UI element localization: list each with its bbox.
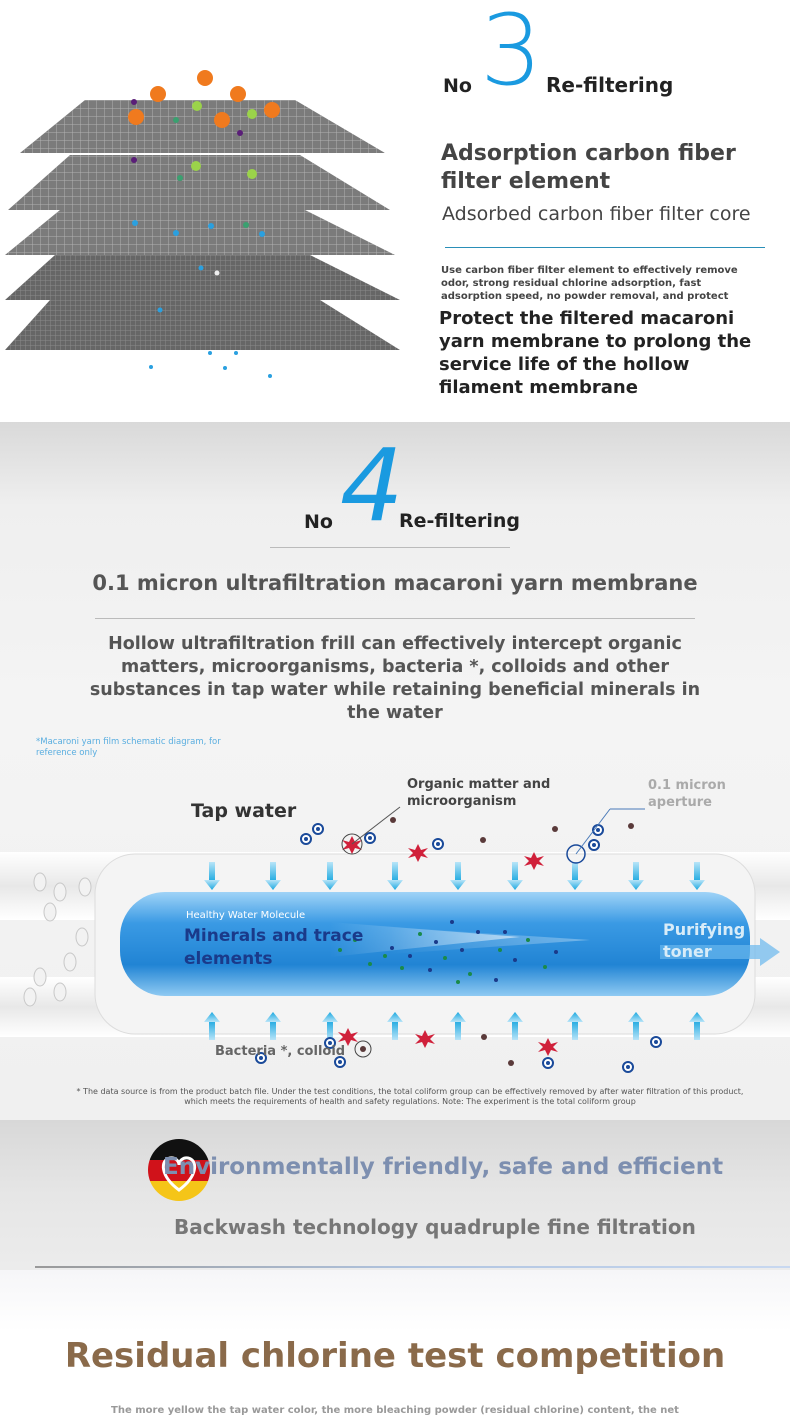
carbon-title: Adsorption carbon fiber filter element [441, 141, 736, 194]
step-refilter-label: Re-filtering [546, 73, 674, 97]
step-no-label: No [304, 511, 333, 533]
section-carbon-filter [0, 0, 790, 422]
section-chlorine-test [0, 1270, 790, 1425]
chlorine-title: Residual chlorine test competition [64, 1336, 726, 1376]
healthy-water-label: Healthy Water Molecule [186, 910, 306, 921]
carbon-description: Use carbon fiber filter element to effectively remove odor, strong residual chlorine adsorption, fast adsorption speed, no powder removal, and protect [441, 265, 738, 302]
step-no-label: No [443, 75, 472, 97]
divider [95, 618, 695, 619]
carbon-highlight: Protect the filtered macaroni yarn membrane to prolong the service life of the hollow filament membrane [439, 308, 752, 398]
chlorine-description: The more yellow the tap water color, the more bleaching powder (residual chlorine) content, the net [111, 1405, 679, 1416]
purifying-toner-label: Purifying toner [663, 920, 746, 961]
section-ultrafiltration [0, 422, 790, 1120]
divider [445, 247, 765, 248]
carbon-filter-layers-illustration [0, 60, 410, 390]
divider [35, 1266, 790, 1268]
carbon-subtitle: Adsorbed carbon fiber filter core [442, 203, 751, 225]
section-eco-banner [0, 1120, 790, 1270]
eco-subheadline: Backwash technology quadruple fine filtration [174, 1215, 696, 1239]
eco-headline: Environmentally friendly, safe and efficient [163, 1154, 724, 1180]
membrane-title: 0.1 micron ultrafiltration macaroni yarn membrane [92, 571, 698, 595]
minerals-label: Minerals and trace elements [184, 926, 364, 969]
membrane-description: Hollow ultrafiltration frill can effectively intercept organic matters, microorganisms, bacteria *, colloids and other substances in tap water while retaining beneficial minerals in the water [89, 634, 701, 723]
bacteria-label: Bacteria *, colloid [215, 1044, 346, 1059]
data-source-footnote: * The data source is from the product batch file. Under the test conditions, the total coliform group can be effectively removed by after water filtration of this product, which meets the requirements of health and safety regulations. Note: The experiment is the total coliform group [76, 1087, 744, 1106]
organic-matter-label: Organic matter and microorganism [407, 777, 551, 809]
step-number: 3 [480, 0, 543, 108]
step-refilter-label: Re-filtering [399, 510, 520, 532]
divider [270, 547, 510, 548]
step-number: 4 [340, 427, 404, 544]
micron-aperture-label: 0.1 micron aperture [648, 778, 726, 810]
tap-water-label: Tap water [191, 800, 297, 822]
schematic-note: *Macaroni yarn film schematic diagram, for reference only [36, 737, 221, 758]
